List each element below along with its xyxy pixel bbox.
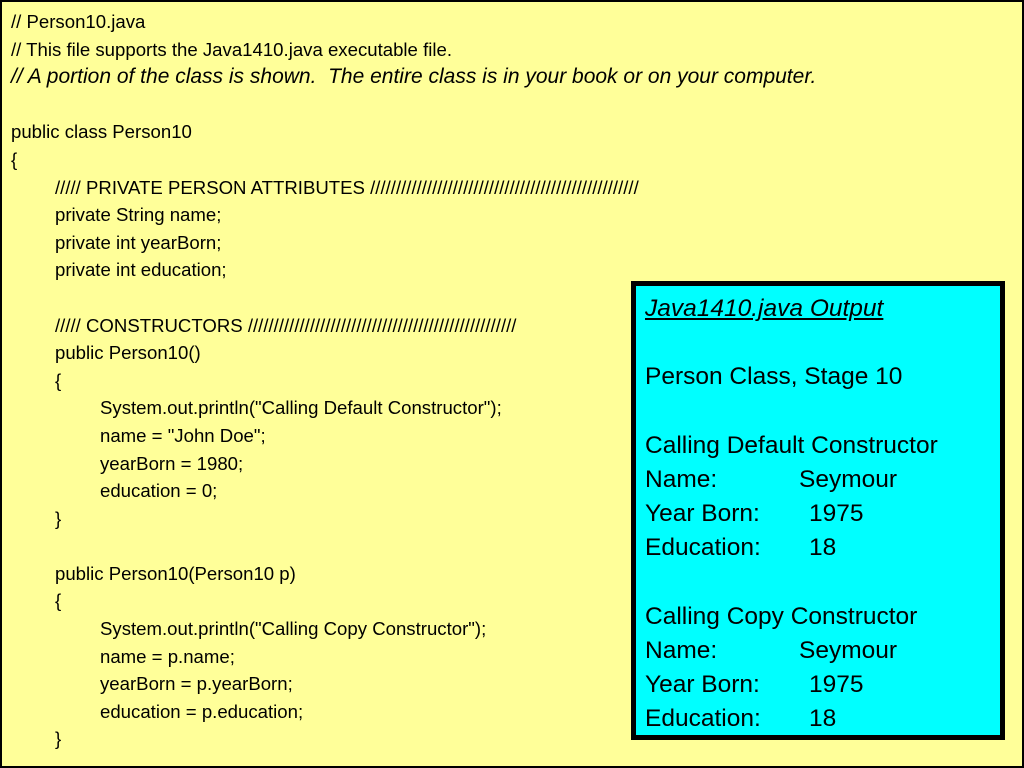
year-label: Year Born:	[645, 500, 760, 528]
year-label: Year Born:	[645, 671, 760, 699]
copy-ctor-heading: Calling Copy Constructor	[645, 602, 918, 630]
attribute-line: private int yearBorn;	[55, 231, 222, 253]
default-ctor-body-line: yearBorn = 1980;	[100, 452, 244, 474]
code-comment-line: // This file supports the Java1410.java executable file.	[11, 38, 453, 60]
copy-ctor-body-line: System.out.println("Calling Copy Constructor");	[100, 618, 487, 640]
blank-line	[645, 326, 1000, 360]
copy-ctor-signature: public Person10(Person10 p)	[55, 562, 296, 584]
default-ctor-body-line: education = 0;	[100, 480, 218, 502]
education-label: Education:	[645, 705, 761, 733]
year-value: 1975	[809, 671, 864, 699]
education-label: Education:	[645, 534, 761, 562]
default-ctor-body-line: name = "John Doe";	[100, 424, 266, 446]
default-ctor-open-brace: {	[55, 369, 62, 391]
copy-ctor-body-line: education = p.education;	[100, 700, 304, 722]
copy-name-row	[645, 634, 1000, 668]
code-note-line: // A portion of the class is shown. The entire class is in your book or on your computer.	[11, 65, 817, 89]
default-name-row	[645, 463, 1000, 497]
copy-year-row	[645, 668, 1000, 702]
copy-education-row	[645, 702, 1000, 736]
class-declaration: public class Person10	[11, 121, 192, 143]
education-value: 18	[809, 705, 837, 733]
output-stage: Person Class, Stage 10	[645, 363, 903, 391]
name-label: Name:	[645, 636, 718, 664]
attribute-line: private String name;	[55, 204, 222, 226]
attribute-line: private int education;	[55, 259, 227, 281]
default-ctor-close-brace: }	[55, 507, 62, 529]
copy-ctor-body-line: name = p.name;	[100, 645, 235, 667]
copy-ctor-open-brace: {	[55, 590, 62, 612]
default-ctor-body-line: System.out.println("Calling Default Constructor");	[100, 397, 502, 419]
default-education-row	[645, 531, 1000, 565]
education-value: 18	[809, 534, 837, 562]
name-label: Name:	[645, 465, 718, 493]
default-ctor-signature: public Person10()	[55, 342, 201, 364]
copy-ctor-close-brace: }	[55, 728, 62, 750]
year-value: 1975	[809, 500, 864, 528]
default-ctor-heading: Calling Default Constructor	[645, 431, 938, 459]
output-title: Java1410.java Output	[645, 295, 884, 322]
constructors-comment: ///// CONSTRUCTORS ////////////////////////////////////////////////////	[55, 314, 517, 336]
name-value: Seymour	[799, 465, 898, 493]
blank-line	[645, 395, 1000, 429]
attributes-comment: ///// PRIVATE PERSON ATTRIBUTES ////////////////////////////////////////////////////	[55, 176, 639, 198]
copy-ctor-body-line: yearBorn = p.yearBorn;	[100, 673, 293, 695]
blank-line	[645, 566, 1000, 600]
blank-line	[11, 91, 816, 119]
output-panel	[631, 281, 1005, 740]
default-year-row	[645, 497, 1000, 531]
code-comment-line: // Person10.java	[11, 11, 146, 32]
name-value: Seymour	[799, 636, 898, 664]
class-open-brace: {	[11, 148, 18, 170]
